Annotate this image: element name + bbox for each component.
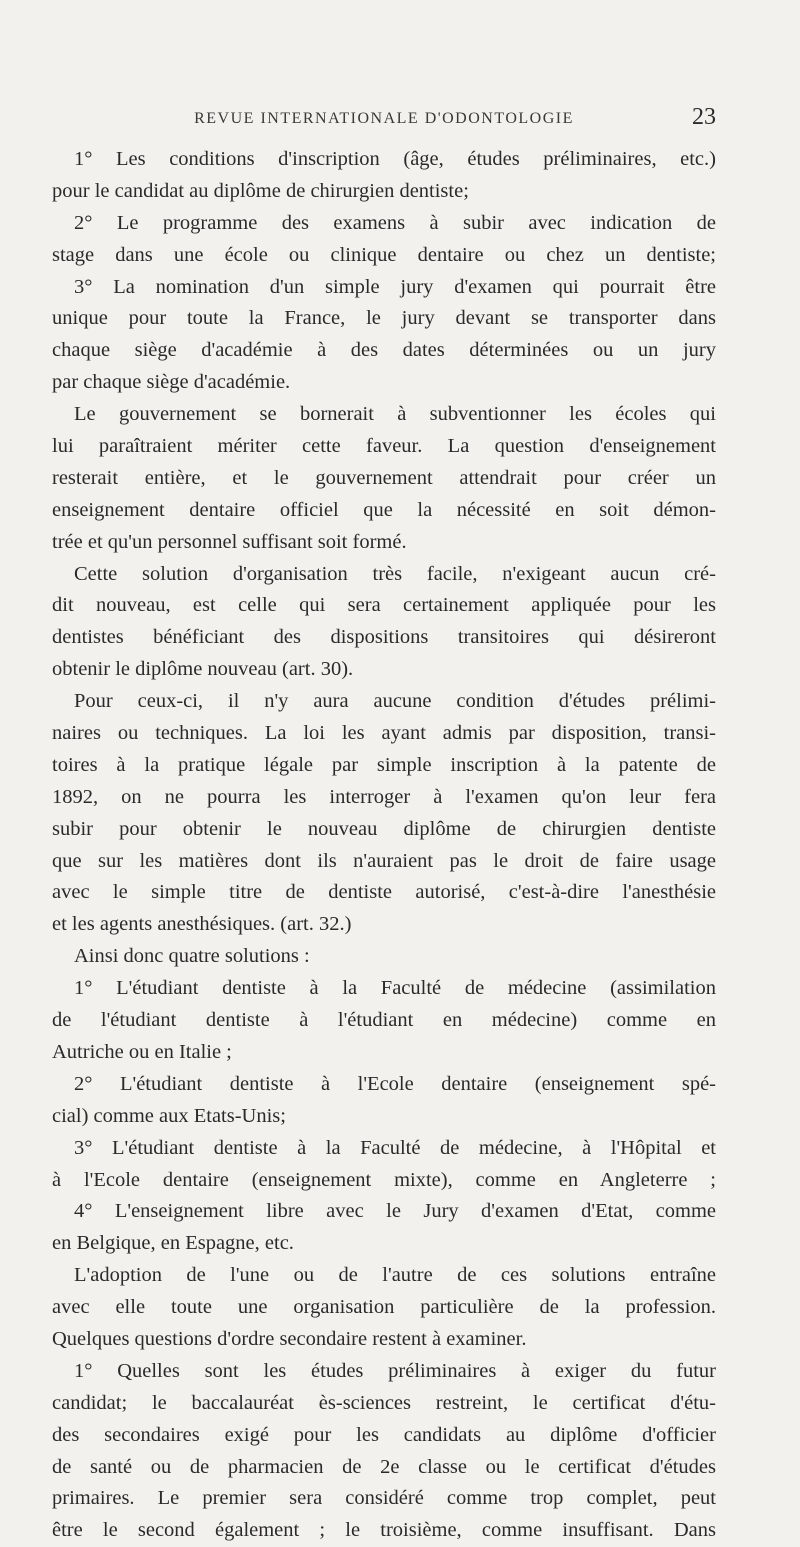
text-line: trée et qu'un personnel suffisant soit formé.: [52, 530, 407, 553]
text-line: naires ou techniques. La loi les ayant admis par disposition, transi-: [52, 722, 716, 745]
text-line: des secondaires exigé pour les candidats au diplôme d'officier: [52, 1423, 716, 1446]
text-line: resterait entière, et le gouvernement attendrait pour créer un: [52, 466, 716, 489]
text-line: et les agents anesthésiques. (art. 32.): [52, 913, 352, 936]
text-line: de santé ou de pharmacien de 2e classe ou le certificat d'études: [52, 1455, 716, 1478]
text-line: Ainsi donc quatre solutions :: [74, 945, 310, 968]
text-line: de l'étudiant dentiste à l'étudiant en médecine) comme en: [52, 1009, 716, 1032]
text-line: 2° Le programme des examens à subir avec indication de: [74, 211, 716, 234]
text-line: en Belgique, en Espagne, etc.: [52, 1232, 294, 1255]
text-line: 4° L'enseignement libre avec le Jury d'examen d'Etat, comme: [74, 1200, 716, 1223]
text-line: candidat; le baccalauréat ès-sciences restreint, le certificat d'étu-: [52, 1391, 716, 1414]
text-line: être le second également ; le troisième, comme insuffisant. Dans: [52, 1519, 716, 1542]
text-line: 1° Les conditions d'inscription (âge, études préliminaires, etc.): [74, 148, 716, 170]
body-text: [52, 144, 716, 1547]
text-line: 1° L'étudiant dentiste à la Faculté de médecine (assimilation: [74, 977, 716, 1000]
text-line: stage dans une école ou clinique dentaire ou chez un dentiste;: [52, 243, 716, 266]
running-head: [52, 104, 716, 132]
text-line: avec elle toute une organisation particulière de la profession.: [52, 1296, 716, 1319]
text-line: 2° L'étudiant dentiste à l'Ecole dentaire (enseignement spé-: [74, 1072, 716, 1095]
text-line: L'adoption de l'une ou de l'autre de ces solutions entraîne: [74, 1264, 716, 1287]
text-line: toires à la pratique légale par simple inscription à la patente de: [52, 753, 716, 776]
text-line: obtenir le diplôme nouveau (art. 30).: [52, 658, 354, 681]
text-line: dentistes bénéficiant des dispositions transitoires qui désireront: [52, 626, 716, 649]
text-line: primaires. Le premier sera considéré comme trop complet, peut: [52, 1487, 716, 1510]
text-line: pour le candidat au diplôme de chirurgien dentiste;: [52, 179, 469, 202]
text-line: 1892, on ne pourra les interroger à l'examen qu'on leur fera: [52, 785, 716, 808]
text-line: à l'Ecole dentaire (enseignement mixte), comme en Angleterre ;: [52, 1168, 716, 1191]
text-line: cial) comme aux Etats-Unis;: [52, 1104, 286, 1127]
text-line: 3° L'étudiant dentiste à la Faculté de médecine, à l'Hôpital et: [74, 1136, 716, 1159]
text-line: 1° Quelles sont les études préliminaires à exiger du futur: [74, 1359, 716, 1382]
page-number: 23: [692, 104, 716, 130]
text-line: dit nouveau, est celle qui sera certainement appliquée pour les: [52, 594, 716, 617]
text-line: enseignement dentaire officiel que la nécessité en soit démon-: [52, 498, 716, 521]
text-line: Autriche ou en Italie ;: [52, 1040, 232, 1063]
text-line: subir pour obtenir le nouveau diplôme de chirurgien dentiste: [52, 817, 716, 840]
text-line: par chaque siège d'académie.: [52, 371, 291, 394]
text-line: avec le simple titre de dentiste autorisé, c'est-à-dire l'anesthésie: [52, 881, 716, 904]
text-line: unique pour toute la France, le jury devant se transporter dans: [52, 307, 716, 330]
text-line: que sur les matières dont ils n'auraient pas le droit de faire usage: [52, 849, 716, 872]
text-line: chaque siège d'académie à des dates déterminées ou un jury: [52, 339, 716, 362]
text-line: Le gouvernement se bornerait à subventionner les écoles qui: [74, 403, 716, 426]
text-line: Pour ceux-ci, il n'y aura aucune condition d'études prélimi-: [74, 690, 716, 713]
text-line: 3° La nomination d'un simple jury d'examen qui pourrait être: [74, 275, 716, 298]
text-line: Quelques questions d'ordre secondaire restent à examiner.: [52, 1327, 527, 1350]
text-line: Cette solution d'organisation très facile, n'exigeant aucun cré-: [74, 562, 716, 585]
running-title: REVUE INTERNATIONALE D'ODONTOLOGIE: [194, 110, 574, 127]
text-line: lui paraîtraient mériter cette faveur. La question d'enseignement: [52, 435, 716, 458]
